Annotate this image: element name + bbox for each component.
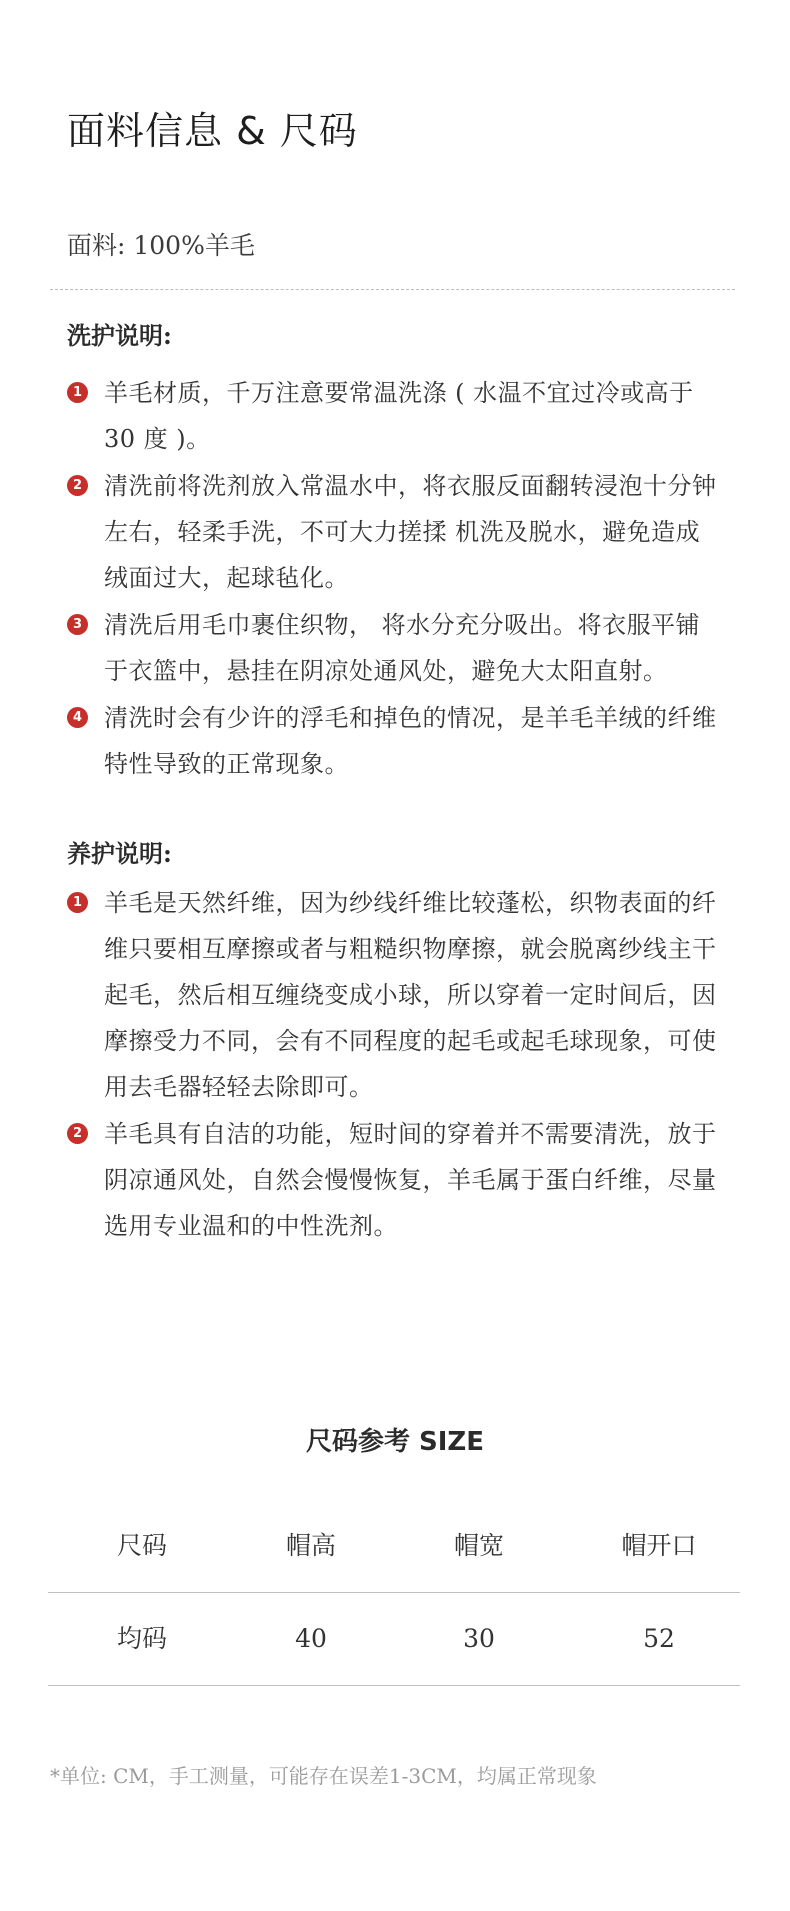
list-item-text: 羊毛材质，千万注意要常温洗涤 ( 水温不宜过冷或高于 30 度 )。: [104, 379, 694, 453]
page-title: 面料信息 & 尺码: [67, 109, 358, 153]
size-table: [48, 1500, 740, 1686]
wash-heading: 洗护说明:: [67, 321, 172, 350]
list-item-text: 清洗后用毛巾裹住织物， 将水分充分吸出。将衣服平铺于衣篮中，悬挂在阴凉处通风处，避免大太阳直射。: [104, 611, 701, 685]
dashed-divider: [50, 289, 735, 290]
list-item-text: 清洗时会有少许的浮毛和掉色的情况，是羊毛羊绒的纤维特性导致的正常现象。: [104, 704, 717, 778]
number-badge-icon: 1: [67, 382, 88, 403]
table-cell: 均码: [116, 1624, 167, 1653]
table-cell: 52: [643, 1624, 675, 1653]
list-item: [67, 602, 717, 694]
list-item: [67, 370, 717, 462]
number-badge-icon: 4: [67, 707, 88, 728]
list-item: [67, 880, 717, 1110]
care-heading: 养护说明:: [67, 839, 172, 868]
measurement-note: *单位: CM，手工测量，可能存在误差1-3CM，均属正常现象: [50, 1764, 597, 1788]
number-badge-icon: 1: [67, 892, 88, 913]
size-chart-title: 尺码参考 SIZE: [305, 1427, 485, 1457]
list-item-text: 清洗前将洗剂放入常温水中，将衣服反面翻转浸泡十分钟左右，轻柔手洗，不可大力搓揉 机洗及脱水，避免造成绒面过大，起球毡化。: [104, 472, 717, 592]
table-cell: 40: [295, 1624, 327, 1653]
list-item-text: 羊毛具有自洁的功能，短时间的穿着并不需要清洗，放于阴凉通风处，自然会慢慢恢复，羊毛属于蛋白纤维，尽量选用专业温和的中性洗剂。: [104, 1120, 717, 1240]
care-list: [67, 880, 717, 1250]
wash-list: [67, 370, 717, 788]
list-item: [67, 695, 717, 787]
number-badge-icon: 2: [67, 1123, 88, 1144]
list-item: [67, 463, 717, 601]
table-cell: 30: [463, 1624, 495, 1653]
table-header-cell: 帽开口: [621, 1531, 697, 1560]
number-badge-icon: 2: [67, 475, 88, 496]
number-badge-icon: 3: [67, 614, 88, 635]
table-header-cell: 帽宽: [453, 1531, 504, 1560]
table-row: [48, 1593, 740, 1686]
table-header-cell: 帽高: [285, 1531, 336, 1560]
list-item: [67, 1111, 717, 1249]
table-header-cell: 尺码: [116, 1531, 167, 1560]
table-header-row: [48, 1500, 740, 1593]
list-item-text: 羊毛是天然纤维，因为纱线纤维比较蓬松，织物表面的纤维只要相互摩擦或者与粗糙织物摩擦，就会脱离纱线主干起毛，然后相互缠绕变成小球，所以穿着一定时间后，因摩擦受力不同，会有不同程度的起毛或起毛球现象，可使用去毛器轻轻去除即可。: [104, 889, 717, 1101]
fabric-info: 面料: 100%羊毛: [67, 231, 255, 260]
